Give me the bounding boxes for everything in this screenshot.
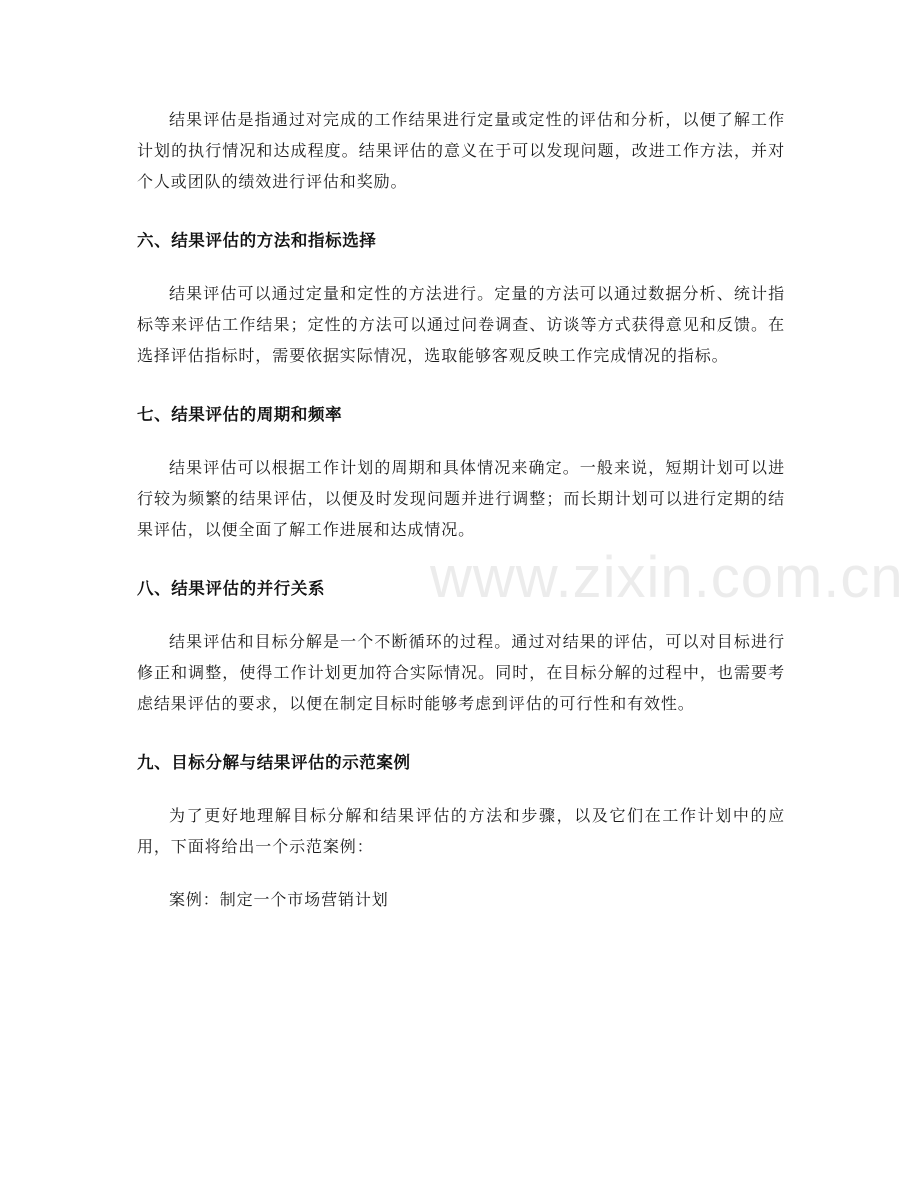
section-heading-8: 八、结果评估的并行关系 (137, 579, 326, 598)
document-body (137, 104, 785, 915)
paragraph-case-title: 案例：制定一个市场营销计划 (169, 890, 389, 909)
watermark: www.zixin.com.cn (430, 545, 904, 610)
section-heading-7: 七、结果评估的周期和频率 (137, 405, 343, 424)
paragraph-cycle: 结果评估可以根据工作计划的周期和具体情况来确定。一般来说，短期计划可以进行较为频繁的结果评估，以便及时发现问题并进行调整；而长期计划可以进行定期的结果评估，以便全面了解工作进展和达成情况。 (137, 458, 785, 539)
paragraph-intro: 结果评估是指通过对完成的工作结果进行定量或定性的评估和分析，以便了解工作计划的执行情况和达成程度。结果评估的意义在于可以发现问题，改进工作方法，并对个人或团队的绩效进行评估和奖励。 (137, 110, 785, 191)
section-heading-9: 九、目标分解与结果评估的示范案例 (137, 753, 411, 772)
section-heading-6: 六、结果评估的方法和指标选择 (137, 231, 377, 250)
paragraph-methods: 结果评估可以通过定量和定性的方法进行。定量的方法可以通过数据分析、统计指标等来评估工作结果；定性的方法可以通过问卷调查、访谈等方式获得意见和反馈。在选择评估指标时，需要依据实际情况，选取能够客观反映工作完成情况的指标。 (137, 284, 785, 365)
paragraph-parallel: 结果评估和目标分解是一个不断循环的过程。通过对结果的评估，可以对目标进行修正和调整，使得工作计划更加符合实际情况。同时，在目标分解的过程中，也需要考虑结果评估的要求，以便在制定目标时能够考虑到评估的可行性和有效性。 (137, 632, 785, 713)
paragraph-example-intro: 为了更好地理解目标分解和结果评估的方法和步骤，以及它们在工作计划中的应用，下面将给出一个示范案例： (137, 806, 785, 856)
